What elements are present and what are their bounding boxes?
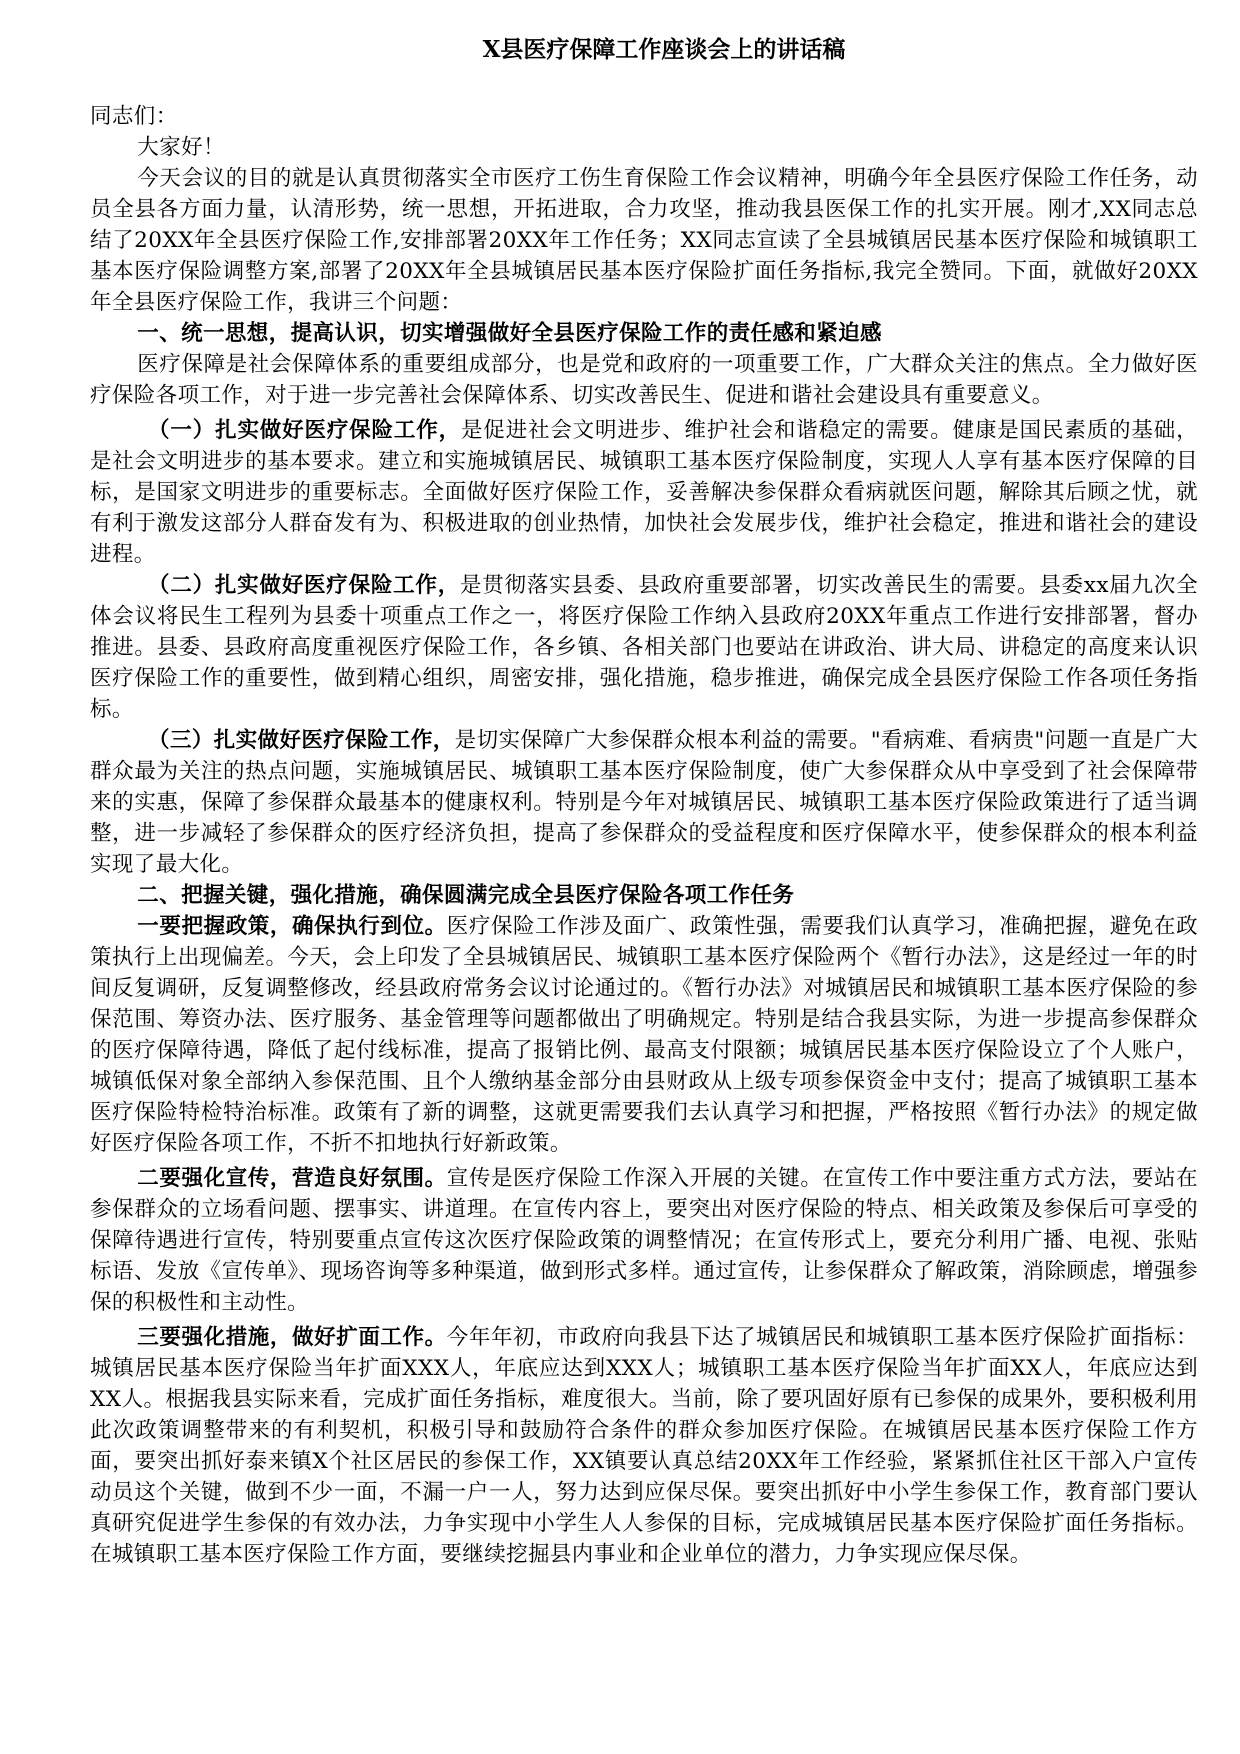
point-lead: 二要强化宣传，营造良好氛围。 xyxy=(137,1166,447,1191)
point-lead: 三要强化措施，做好扩面工作。 xyxy=(137,1325,447,1350)
salutation: 同志们： xyxy=(90,104,178,129)
section-1-heading: 一、统一思想，提高认识，切实增强做好全县医疗保险工作的责任感和紧迫感 xyxy=(137,321,882,346)
point-text: 是切实保障广大参保群众根本利益的需要。"看病难、看病贵"问题一直是广大群众最为关注的热点问题，实施城镇居民、城镇职工基本医疗保险制度，使广大参保群众从中享受到了社会保障带来的实惠，保障了参保群众最基本的健康权利。特别是今年对城镇居民、城镇职工基本医疗保险政策进行了适当调整，进一步减轻了参保群众的医疗经济负担，提高了参保群众的受益程度和医疗保障水平，使参保群众的根本利益实现了最大化。 xyxy=(90,728,1198,877)
point-lead: （一）扎实做好医疗保险工作， xyxy=(148,418,461,443)
section-1-point-1 xyxy=(90,415,1198,570)
section-1-body: 医疗保障是社会保障体系的重要组成部分，也是党和政府的一项重要工作，广大群众关注的焦点。全力做好医疗保险各项工作，对于进一步完善社会保障体系、切实改善民生、促进和谐社会建设具有重要意义。 xyxy=(90,352,1198,408)
intro-paragraph: 今天会议的目的就是认真贯彻落实全市医疗工伤生育保险工作会议精神，明确今年全县医疗保险工作任务，动员全县各方面力量，认清形势，统一思想，开拓进取，合力攻坚，推动我县医保工作的扎实开展。刚才,XX同志总结了20XX年全县医疗保险工作,安排部署20XX年工作任务；XX同志宣读了全县城镇居民基本医疗保险和城镇职工基本医疗保险调整方案,部署了20XX年全县城镇居民基本医疗保险扩面任务指标,我完全赞同。下面，就做好20XX年全县医疗保险工作，我讲三个问题： xyxy=(90,166,1198,315)
point-lead: （三）扎实做好医疗保险工作， xyxy=(148,728,455,753)
section-2-point-3 xyxy=(90,1322,1198,1570)
section-2-point-2 xyxy=(90,1163,1198,1318)
section-1-point-2 xyxy=(90,570,1198,725)
section-1-point-3 xyxy=(90,725,1198,880)
point-text: 宣传是医疗保险工作深入开展的关键。在宣传工作中要注重方式方法，要站在参保群众的立场看问题、摆事实、讲道理。在宣传内容上，要突出对医疗保险的特点、相关政策及参保后可享受的保障待遇进行宣传，特别要重点宣传这次医疗保险政策的调整情况；在宣传形式上，要充分利用广播、电视、张贴标语、发放《宣传单》、现场咨询等多种渠道，做到形式多样。通过宣传，让参保群众了解政策，消除顾虑，增强参保的积极性和主动性。 xyxy=(90,1166,1198,1315)
point-lead: 一要把握政策，确保执行到位。 xyxy=(137,914,447,939)
document-title: X县医疗保障工作座谈会上的讲话稿 xyxy=(482,36,846,63)
point-text: 是促进社会文明进步、维护社会和谐稳定的需要。健康是国民素质的基础，是社会文明进步的基本要求。建立和实施城镇居民、城镇职工基本医疗保险制度，实现人人享有基本医疗保障的目标，是国家文明进步的重要标志。全面做好医疗保险工作，妥善解决参保群众看病就医问题，解除其后顾之忧，就有利于激发这部分人群奋发有为、积极进取的创业热情，加快社会发展步伐，维护社会稳定，推进和谐社会的建设进程。 xyxy=(90,418,1198,567)
point-lead: （二）扎实做好医疗保险工作， xyxy=(148,573,460,598)
section-2-heading: 二、把握关键，强化措施，确保圆满完成全县医疗保险各项工作任务 xyxy=(137,883,795,908)
section-2-point-1 xyxy=(90,911,1198,1159)
point-text: 是贯彻落实县委、县政府重要部署，切实改善民生的需要。县委xx届九次全体会议将民生工程列为县委十项重点工作之一，将医疗保险工作纳入县政府20XX年重点工作进行安排部署，督办推进。县委、县政府高度重视医疗保险工作，各乡镇、各相关部门也要站在讲政治、讲大局、讲稳定的高度来认识医疗保险工作的重要性，做到精心组织，周密安排，强化措施，稳步推进，确保完成全县医疗保险工作各项任务指标。 xyxy=(90,573,1199,722)
point-text: 医疗保险工作涉及面广、政策性强，需要我们认真学习，准确把握，避免在政策执行上出现偏差。今天，会上印发了全县城镇居民、城镇职工基本医疗保险两个《暂行办法》，这是经过一年的时间反复调研，反复调整修改，经县政府常务会议讨论通过的。《暂行办法》对城镇居民和城镇职工基本医疗保险的参保范围、筹资办法、医疗服务、基金管理等问题都做出了明确规定。特别是结合我县实际，为进一步提高参保群众的医疗保障待遇，降低了起付线标准，提高了报销比例、最高支付限额；城镇居民基本医疗保险设立了个人账户，城镇低保对象全部纳入参保范围、且个人缴纳基金部分由县财政从上级专项参保资金中支付；提高了城镇职工基本医疗保险特检特治标准。政策有了新的调整，这就更需要我们去认真学习和把握，严格按照《暂行办法》的规定做好医疗保险各项工作，不折不扣地执行好新政策。 xyxy=(90,914,1198,1156)
point-text: 今年年初，市政府向我县下达了城镇居民和城镇职工基本医疗保险扩面指标：城镇居民基本医疗保险当年扩面XXX人，年底应达到XXX人；城镇职工基本医疗保险当年扩面XX人，年底应达到XX人。根据我县实际来看，完成扩面任务指标，难度很大。当前，除了要巩固好原有已参保的成果外，要积极利用此次政策调整带来的有利契机，积极引导和鼓励符合条件的群众参加医疗保险。在城镇居民基本医疗保险工作方面，要突出抓好泰来镇X个社区居民的参保工作，XX镇要认真总结20XX年工作经验，紧紧抓住社区干部入户宣传动员这个关键，做到不少一面，不漏一户一人，努力达到应保尽保。要突出抓好中小学生参保工作，教育部门要认真研究促进学生参保的有效办法，力争实现中小学生人人参保的目标，完成城镇居民基本医疗保险扩面任务指标。在城镇职工基本医疗保险工作方面，要继续挖掘县内事业和企业单位的潜力，力争实现应保尽保。 xyxy=(90,1325,1198,1567)
greeting: 大家好！ xyxy=(137,135,225,160)
